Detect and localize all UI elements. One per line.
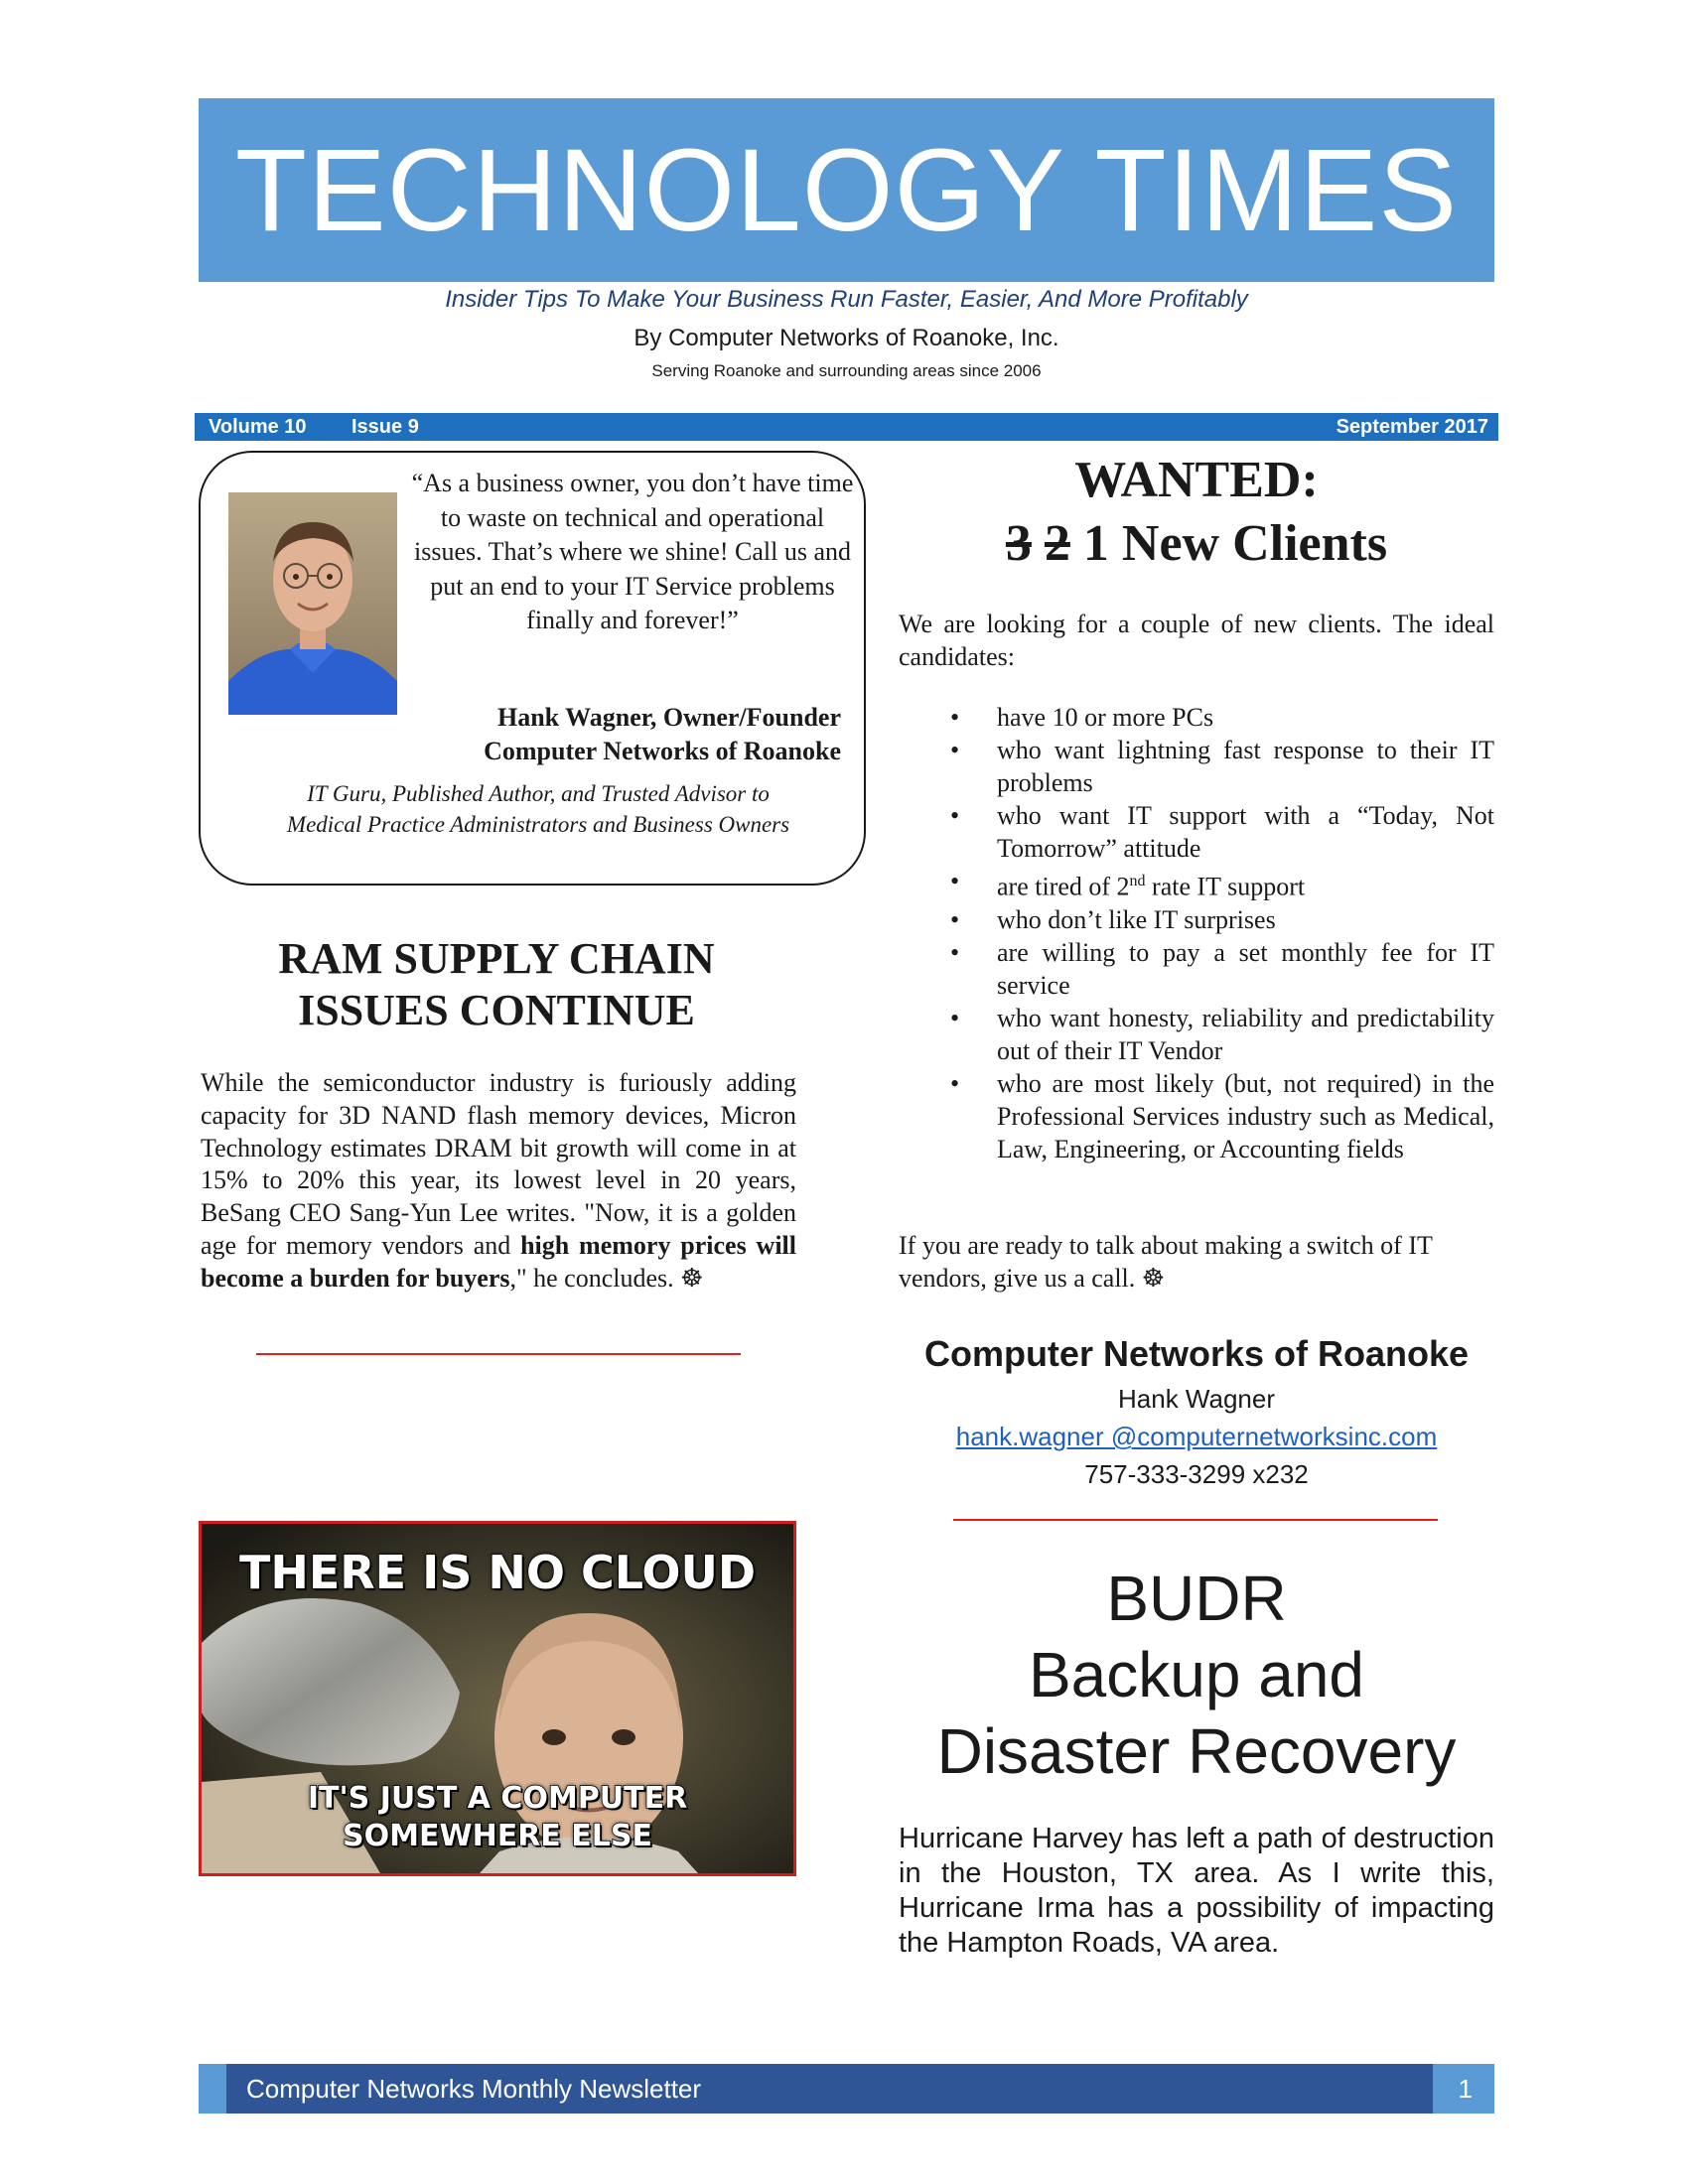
budr-title-line-1: BUDR (1106, 1563, 1287, 1634)
ram-body-text: While the semiconductor industry is furiously adding capacity for 3D NAND flash memory devices, Micron Technology estimates DRAM bit growth will come in at 15% to 20% this year, its lowest level in 20 years, BeSang CEO Sang-Yun Lee writes. "Now, it is a golden age for memory vendors and (201, 1068, 796, 1260)
author-title: Hank Wagner, Owner/Founder (497, 703, 841, 732)
volume-label: Volume 10 (209, 416, 307, 438)
budr-heading (899, 1561, 1494, 1790)
issue-label: Issue 9 (352, 416, 419, 438)
contact-email-link[interactable]: hank.wagner @computernetworksinc.com (955, 1422, 1438, 1451)
wanted-heading (899, 449, 1494, 576)
meme-top-text: THERE IS NO CLOUD (238, 1546, 757, 1599)
owner-portrait-image (228, 492, 397, 715)
ram-title-line-2: ISSUES CONTINUE (298, 986, 695, 1034)
list-item: • who don’t like IT surprises (899, 903, 1494, 936)
budr-body: Hurricane Harvey has left a path of destruction in the Houston, TX area. As I write this, Hurricane Irma has a possibility of impacting the Hampton Roads, VA area. (899, 1823, 1494, 1959)
no-cloud-meme-image (199, 1521, 796, 1876)
wanted-subtitle-text: 1 New Clients (1069, 515, 1388, 572)
serving-note: Serving Roanoke and surrounding areas since 2006 (651, 361, 1042, 380)
byline: By Computer Networks of Roanoke, Inc. (633, 325, 1059, 351)
owner-quote: “As a business owner, you don’t have time to waste on technical and operational issues. That’s where we shine! Call us and put an end to your IT Service problems finally and forever!” (411, 469, 854, 634)
ram-body-end: ," he concludes. ☸ (509, 1263, 704, 1293)
owner-photo (228, 492, 397, 715)
list-item: • who want honesty, reliability and predictability out of their IT Vendor (899, 1002, 1494, 1067)
footer-accent-left (199, 2064, 226, 2114)
struck-number-2: 2 (1044, 515, 1070, 572)
newsletter-title: TECHNOLOGY TIMES (234, 124, 1459, 256)
contact-phone: 757-333-3299 x232 (1084, 1459, 1309, 1489)
list-item: • who want IT support with a “Today, Not Tomorrow” attitude (899, 799, 1494, 865)
list-item: • are tired of 2nd rate IT support (899, 865, 1494, 903)
masthead-banner (199, 98, 1494, 282)
wanted-intro: We are looking for a couple of new clients. The ideal candidates: (899, 610, 1494, 671)
ram-title-line-1: RAM SUPPLY CHAIN (278, 934, 715, 983)
candidate-list (899, 701, 1494, 1165)
ram-article-title (199, 933, 794, 1036)
author-company: Computer Networks of Roanoke (484, 737, 841, 765)
quote-author (409, 701, 841, 768)
page-number: 1 (1458, 2074, 1473, 2104)
meme-bottom-line-1: IT'S JUST A COMPUTER (307, 1781, 688, 1816)
list-item: • who want lightning fast response to their IT problems (899, 734, 1494, 799)
list-item: • are willing to pay a set monthly fee for IT service (899, 936, 1494, 1002)
budr-title-line-2: Backup and (1028, 1639, 1365, 1710)
wanted-closing: If you are ready to talk about making a switch of IT vendors, give us a call. ☸ (899, 1231, 1433, 1293)
issue-bar (195, 413, 1498, 441)
wanted-subtitle (899, 512, 1494, 576)
contact-person: Hank Wagner (1118, 1384, 1275, 1414)
page-footer (199, 2064, 1494, 2114)
article-divider (256, 1353, 741, 1355)
meme-bottom-text (202, 1780, 793, 1855)
issue-date: September 2017 (1336, 416, 1488, 438)
wanted-title: WANTED: (1074, 452, 1319, 508)
tagline: Insider Tips To Make Your Business Run Faster, Easier, And More Profitably (445, 286, 1248, 313)
footer-label: Computer Networks Monthly Newsletter (246, 2074, 702, 2104)
contact-divider (953, 1519, 1438, 1521)
contact-company: Computer Networks of Roanoke (923, 1333, 1470, 1374)
ram-article-body (201, 1067, 796, 1296)
struck-number-1: 3 (1005, 515, 1032, 572)
meme-bottom-line-2: SOMEWHERE ELSE (343, 1819, 652, 1853)
list-item: • who are most likely (but, not required) in the Professional Services industry such as Medical, Law, Engineering, or Accounting fields (899, 1067, 1494, 1165)
author-credentials: IT Guru, Published Author, and Trusted Advisor to Medical Practice Administrators and Business Owners (286, 781, 790, 837)
budr-title-line-3: Disaster Recovery (936, 1715, 1457, 1787)
list-item: • have 10 or more PCs (899, 701, 1494, 734)
ram-body-emphasis: high memory prices will become a burden for buyers (201, 1230, 796, 1293)
